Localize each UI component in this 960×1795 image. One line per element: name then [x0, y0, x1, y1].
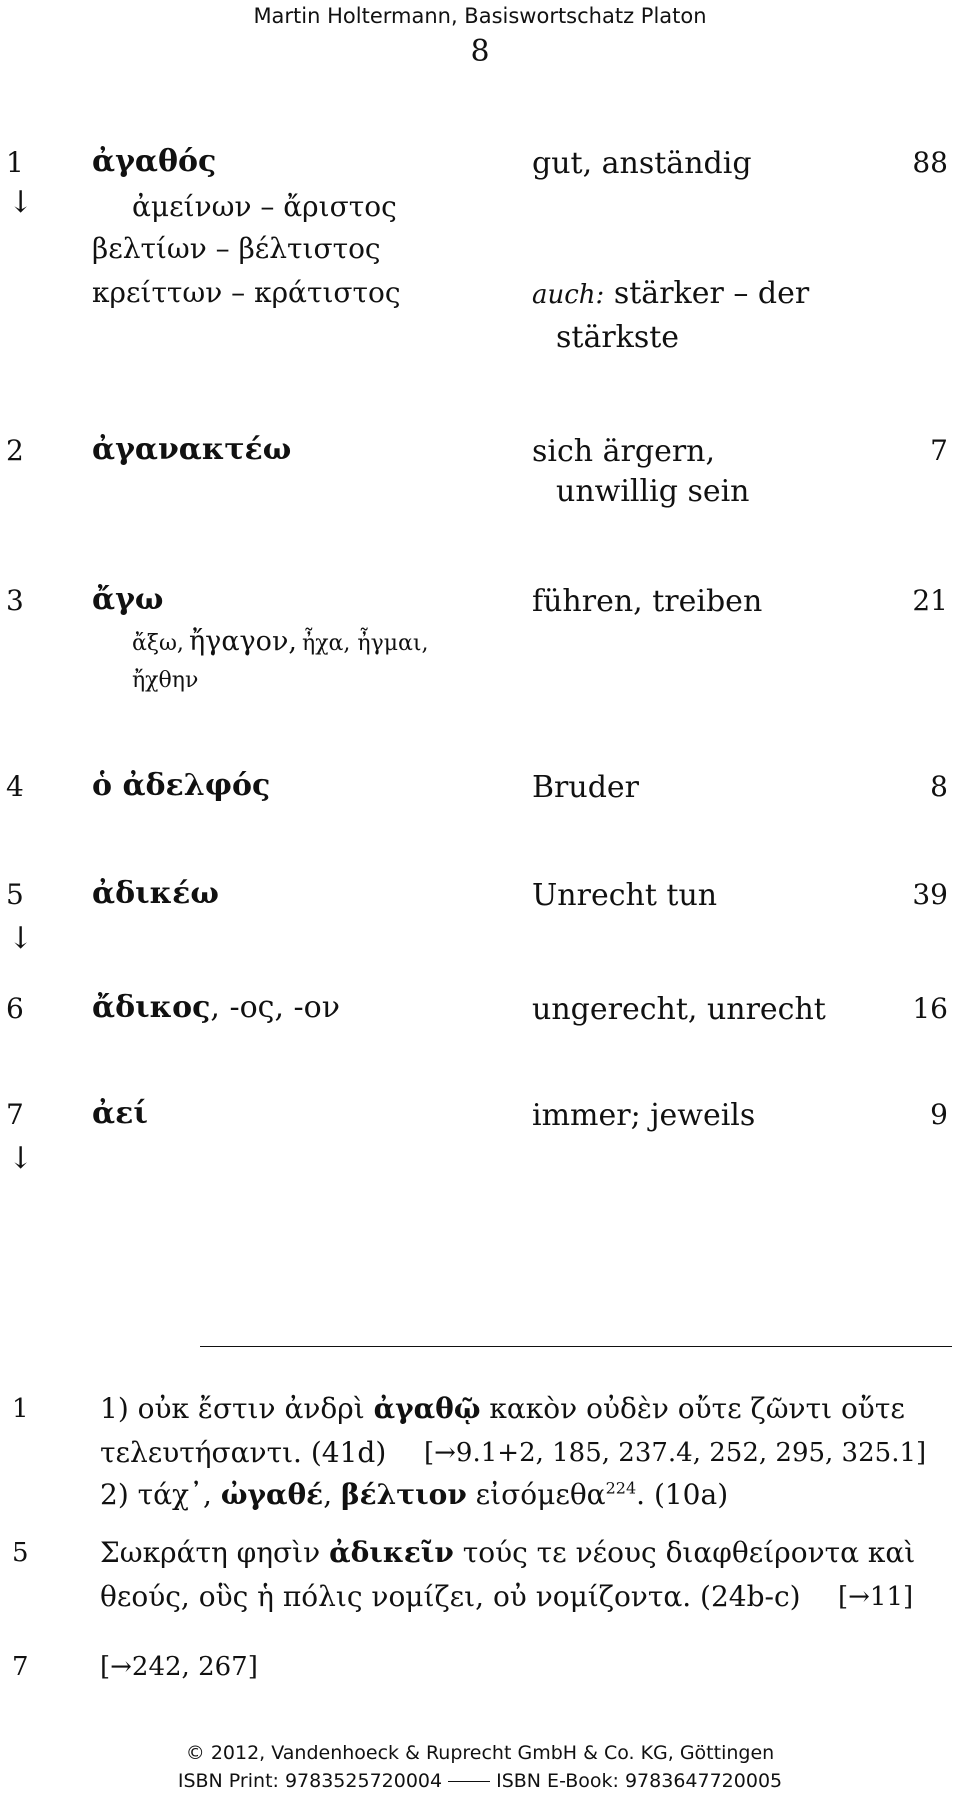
quote-reference: [→9.1+2, 185, 237.4, 252, 295, 325.1] [424, 1438, 927, 1468]
entry-lemma: ἀγαθός [92, 144, 217, 179]
entry-meaning-extra-2: stärkste [556, 320, 680, 355]
lemma-suffix: , -ος, -ον [210, 990, 340, 1025]
down-arrow-icon: ↓ [8, 185, 34, 220]
quote-text: θεούς, οὓς ἡ πόλις νομίζει, οὐ νομίζοντα. (24b-c) [100, 1580, 801, 1613]
entry-lemma: ἄγω [92, 582, 164, 617]
entry-form: ἤχθην [132, 668, 199, 693]
copyright-notice: © 2012, Vandenhoeck & Ruprecht GmbH & Co. KG, Göttingen [185, 1742, 775, 1764]
quote-reference: [→11] [838, 1582, 914, 1612]
quote-text: κακὸν οὐδὲν οὔτε ζῶντι οὔτε [480, 1392, 905, 1425]
meaning-extra-text: stärker – der [613, 276, 810, 311]
entry-number: 3 [6, 584, 24, 617]
entry-count: 16 [912, 992, 948, 1025]
entry-forms [132, 626, 429, 657]
entry-meaning: Unrecht tun [532, 878, 718, 913]
quote-highlight: ἀδικεῖν [329, 1536, 454, 1569]
entry-form: ἦχα, ἦγμαι, [302, 631, 429, 656]
entry-count: 39 [912, 878, 948, 911]
entry-number: 6 [6, 992, 24, 1025]
quote-line [100, 1478, 728, 1511]
entry-meaning: führen, treiben [532, 584, 763, 619]
quote-line-number: 7 [12, 1652, 29, 1682]
entry-count: 21 [912, 584, 948, 617]
entry-meaning: gut, anständig [532, 146, 752, 181]
entry-form: βελτίων – βέλτιστος [92, 232, 381, 265]
entry-number: 7 [6, 1098, 24, 1131]
entry-meaning: sich ärgern, [532, 434, 716, 469]
entry-form: κρείττων – κράτιστος [92, 276, 401, 309]
entry-meaning: ungerecht, unrecht [532, 992, 826, 1027]
quote-reference: [→242, 267] [100, 1652, 258, 1682]
entry-count: 8 [930, 770, 948, 803]
quote-text: εἰσόμεθα [466, 1478, 606, 1511]
quote-highlight: ὠγαθέ [220, 1478, 324, 1511]
down-arrow-icon: ↓ [8, 1141, 34, 1176]
quote-highlight: βέλτιον [341, 1478, 467, 1511]
entry-lemma: ἀεί [92, 1096, 148, 1131]
quote-text: τούς τε νέους διαφθείροντα καὶ [453, 1536, 916, 1569]
quote-line-number: 1 [12, 1394, 29, 1424]
quote-text: , [323, 1478, 342, 1511]
isbn-print: ISBN Print: 9783525720004 [177, 1770, 443, 1792]
entry-number: 1 [6, 146, 24, 179]
entry-meaning: immer; jeweils [532, 1098, 756, 1133]
isbn-ebook: ISBN E-Book: 9783647720005 [496, 1770, 783, 1792]
quote-highlight: ἀγαθῷ [373, 1392, 481, 1425]
quote-text: 1) οὐκ ἔστιν ἀνδρὶ [100, 1392, 374, 1425]
down-arrow-icon: ↓ [8, 921, 34, 956]
page-number: 8 [470, 34, 490, 69]
running-header: Martin Holtermann, Basiswortschatz Platon [253, 4, 707, 28]
footnote-divider [200, 1346, 952, 1347]
entry-count: 7 [930, 434, 948, 467]
entry-meaning: Bruder [532, 770, 640, 805]
entry-number: 5 [6, 878, 24, 911]
entry-meaning-2: unwillig sein [556, 474, 750, 509]
entry-lemma: ἀγανακτέω [92, 432, 292, 467]
quote-text: . (10a) [636, 1478, 729, 1511]
entry-form: ἀμείνων – ἄριστος [132, 190, 397, 223]
entry-meaning-extra [532, 276, 809, 311]
lemma-text: ἄδικος [92, 990, 211, 1025]
meaning-label: auch: [532, 280, 605, 310]
entry-number: 4 [6, 770, 24, 803]
quote-text: 2) τάχ᾽, [100, 1478, 221, 1511]
quote-text: Σωκράτη φησὶν [100, 1536, 330, 1569]
entry-lemma: ὁ ἀδελφός [92, 768, 271, 803]
quote-line [100, 1536, 915, 1569]
quote-line [100, 1580, 801, 1613]
entry-form: ἄξω, [132, 631, 184, 656]
quote-line-number: 5 [12, 1538, 29, 1568]
entry-number: 2 [6, 434, 24, 467]
entry-form: ἤγαγον, [189, 626, 297, 657]
entry-lemma [92, 990, 340, 1025]
entry-count: 9 [930, 1098, 948, 1131]
quote-line [100, 1392, 905, 1425]
quote-line: τελευτήσαντι. (41d) [100, 1436, 387, 1469]
entry-lemma: ἀδικέω [92, 876, 219, 911]
footnote-number: 224 [605, 1478, 637, 1498]
isbn-line [0, 1770, 960, 1792]
separator-dash [448, 1781, 490, 1782]
entry-count: 88 [912, 146, 948, 179]
